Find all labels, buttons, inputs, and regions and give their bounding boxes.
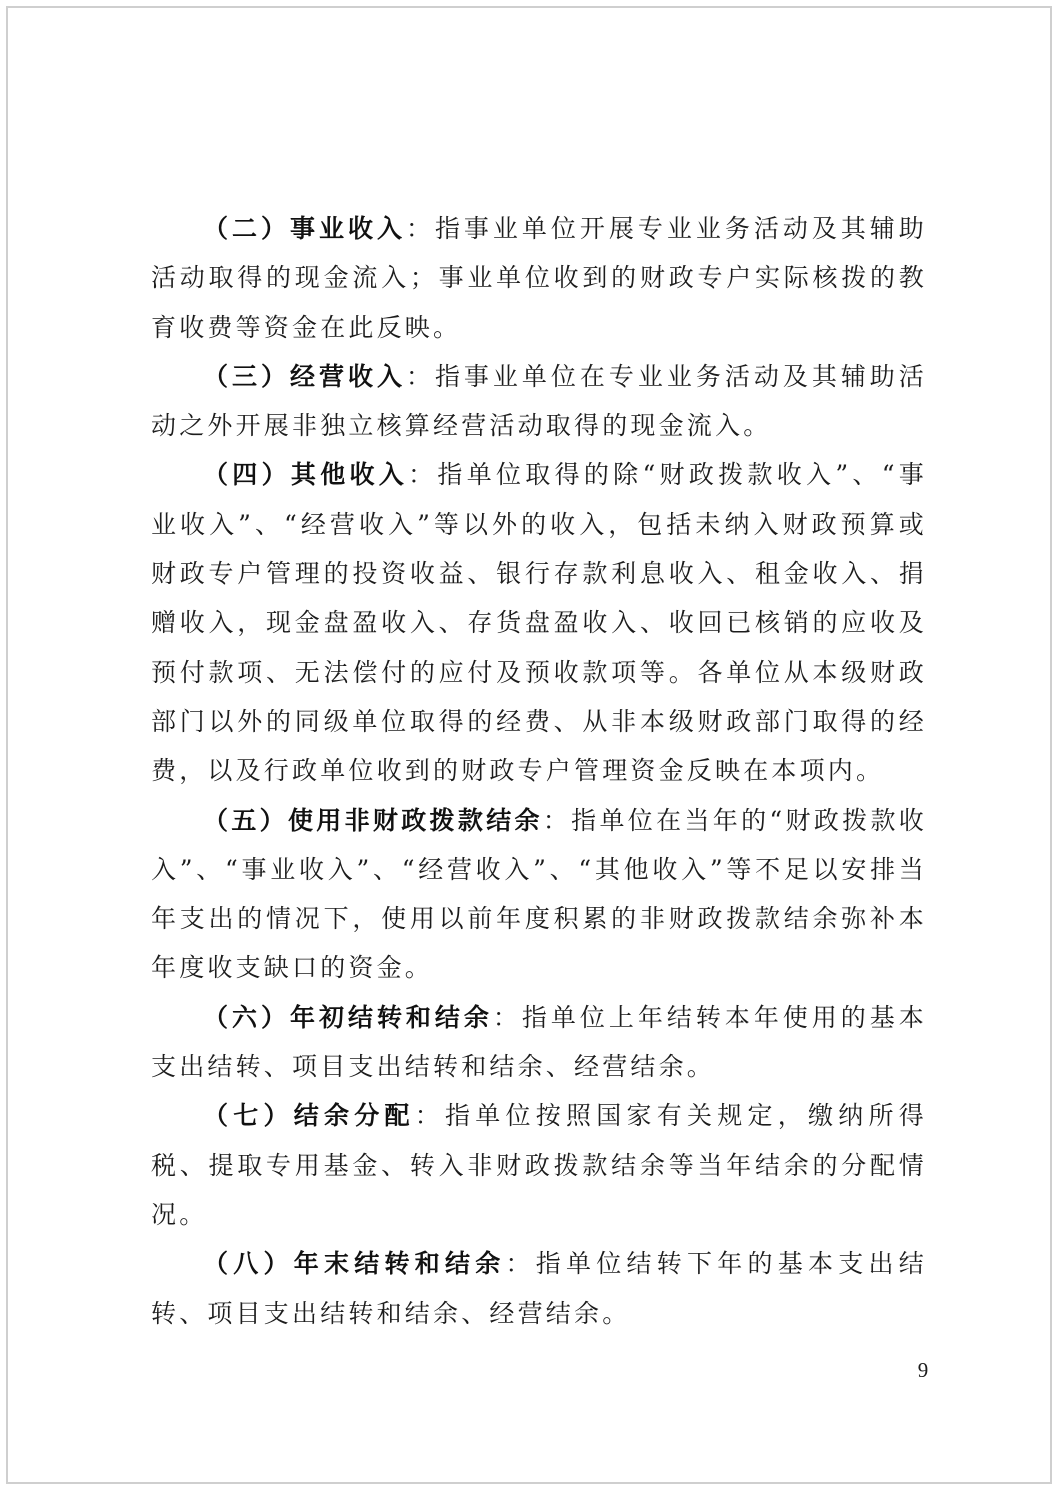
paragraph-heading: （七）结余分配 — [203, 1101, 415, 1131]
document-body — [151, 204, 927, 1338]
paragraph-closing-carryover — [151, 1239, 927, 1338]
paragraph-heading: （六）年初结转和结余 — [203, 1002, 493, 1032]
paragraph-text: ：指单位上年结转本年使用的基本支出结转、项目支出结转和结余、经营结余。 — [151, 1002, 927, 1082]
paragraph-shiye-income — [151, 204, 927, 352]
page — [6, 6, 1052, 1484]
paragraph-opening-carryover — [151, 993, 927, 1092]
paragraph-heading: （四）其他收入 — [203, 460, 409, 490]
paragraph-text: ：指单位在当年的“财政拨款收入”、“事业收入”、“经营收入”、“其他收入”等不足以安排当年支出的情况下，使用以前年度积累的非财政拨款结余弥补本年度收支缺口的资金。 — [151, 805, 927, 983]
page-number: 9 — [917, 1358, 929, 1382]
paragraph-text: ：指单位取得的除“财政拨款收入”、“事业收入”、“经营收入”等以外的收入，包括未纳入财政预算或财政专户管理的投资收益、银行存款利息收入、租金收入、捐赠收入，现金盘盈收入、存货盘盈收入、收回已核销的应收及预付款项、无法偿付的应付及预收款项等。各单位从本级财政部门以外的同级单位取得的经费、从非本级财政部门取得的经费，以及行政单位收到的财政专户管理资金反映在本项内。 — [151, 460, 927, 786]
paragraph-other-income — [151, 450, 927, 795]
paragraph-text: ：指单位按照国家有关规定，缴纳所得税、提取专用基金、转入非财政拨款结余等当年结余的分配情况。 — [151, 1101, 927, 1229]
paragraph-heading: （三）经营收入 — [203, 361, 406, 391]
paragraph-non-fiscal-surplus-use — [151, 796, 927, 993]
paragraph-surplus-distribution — [151, 1091, 927, 1239]
paragraph-text: ：指单位结转下年的基本支出结转、项目支出结转和结余、经营结余。 — [151, 1249, 927, 1328]
paragraph-operating-income — [151, 352, 927, 451]
paragraph-heading: （二）事业收入 — [203, 214, 406, 243]
paragraph-heading: （八）年末结转和结余 — [203, 1249, 506, 1279]
paragraph-text: ：指事业单位在专业业务活动及其辅助活动之外开展非独立核算经营活动取得的现金流入。 — [151, 361, 928, 441]
paragraph-text: ：指事业单位开展专业业务活动及其辅助活动取得的现金流入；事业单位收到的财政专户实际核拨的教育收费等资金在此反映。 — [151, 214, 928, 342]
paragraph-heading: （五）使用非财政拨款结余 — [203, 805, 543, 835]
